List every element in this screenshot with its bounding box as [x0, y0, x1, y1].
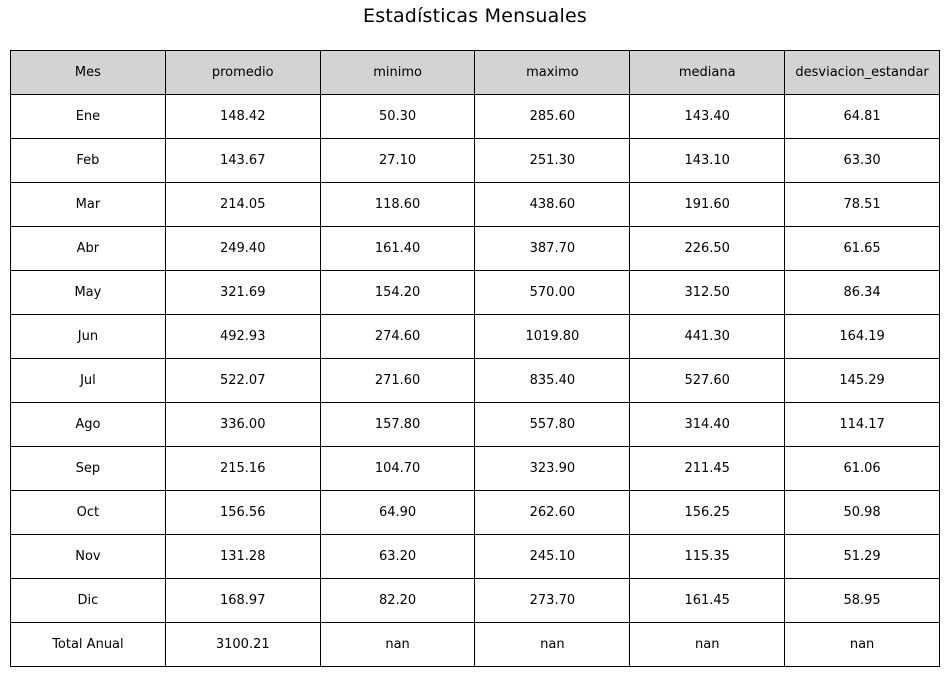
column-header: minimo: [320, 51, 475, 95]
table-cell: 522.07: [165, 359, 320, 403]
table-cell: 51.29: [785, 535, 940, 579]
table-row: [11, 139, 940, 183]
table-cell: 215.16: [165, 447, 320, 491]
header-row: [11, 51, 940, 95]
table-cell: 262.60: [475, 491, 630, 535]
table-row: [11, 579, 940, 623]
row-label-cell: Ene: [11, 95, 166, 139]
table-cell: 63.20: [320, 535, 475, 579]
table-cell: 82.20: [320, 579, 475, 623]
table-cell: 78.51: [785, 183, 940, 227]
table-row: [11, 447, 940, 491]
table-cell: nan: [630, 623, 785, 667]
table-cell: 321.69: [165, 271, 320, 315]
table-cell: 50.30: [320, 95, 475, 139]
row-label-cell: May: [11, 271, 166, 315]
table-cell: 251.30: [475, 139, 630, 183]
table-cell: 387.70: [475, 227, 630, 271]
table-cell: 118.60: [320, 183, 475, 227]
table-cell: 273.70: [475, 579, 630, 623]
row-label-cell: Abr: [11, 227, 166, 271]
table-cell: 164.19: [785, 315, 940, 359]
table-cell: 61.65: [785, 227, 940, 271]
chart-title: Estadísticas Mensuales: [363, 5, 587, 27]
table-row: [11, 359, 940, 403]
table-cell: 156.25: [630, 491, 785, 535]
table-cell: 148.42: [165, 95, 320, 139]
table-row: [11, 271, 940, 315]
table-cell: nan: [785, 623, 940, 667]
table-row: [11, 183, 940, 227]
table-cell: 191.60: [630, 183, 785, 227]
table-cell: 156.56: [165, 491, 320, 535]
table-row: [11, 491, 940, 535]
table-cell: 312.50: [630, 271, 785, 315]
table-cell: 64.81: [785, 95, 940, 139]
column-header: desviacion_estandar: [785, 51, 940, 95]
row-label-cell: Mar: [11, 183, 166, 227]
table-cell: 63.30: [785, 139, 940, 183]
table-cell: 115.35: [630, 535, 785, 579]
table-cell: 161.45: [630, 579, 785, 623]
table-cell: 3100.21: [165, 623, 320, 667]
table-cell: 835.40: [475, 359, 630, 403]
table-cell: 58.95: [785, 579, 940, 623]
table-cell: nan: [320, 623, 475, 667]
table-cell: 438.60: [475, 183, 630, 227]
table-cell: 50.98: [785, 491, 940, 535]
table-cell: 114.17: [785, 403, 940, 447]
row-label-cell: Feb: [11, 139, 166, 183]
row-label-cell: Total Anual: [11, 623, 166, 667]
table-cell: nan: [475, 623, 630, 667]
table-row: [11, 227, 940, 271]
row-label-cell: Oct: [11, 491, 166, 535]
table-cell: 314.40: [630, 403, 785, 447]
table-row: [11, 623, 940, 667]
table-cell: 61.06: [785, 447, 940, 491]
table-row: [11, 95, 940, 139]
table-cell: 143.40: [630, 95, 785, 139]
table-cell: 492.93: [165, 315, 320, 359]
table-row: [11, 315, 940, 359]
row-label-cell: Jul: [11, 359, 166, 403]
table-cell: 168.97: [165, 579, 320, 623]
table-cell: 1019.80: [475, 315, 630, 359]
table-cell: 161.40: [320, 227, 475, 271]
table-cell: 274.60: [320, 315, 475, 359]
row-label-cell: Dic: [11, 579, 166, 623]
table-cell: 336.00: [165, 403, 320, 447]
column-header: Mes: [11, 51, 166, 95]
table-cell: 285.60: [475, 95, 630, 139]
table-cell: 157.80: [320, 403, 475, 447]
table-cell: 143.67: [165, 139, 320, 183]
table-row: [11, 535, 940, 579]
table-cell: 131.28: [165, 535, 320, 579]
table-cell: 27.10: [320, 139, 475, 183]
table-cell: 570.00: [475, 271, 630, 315]
table-row: [11, 403, 940, 447]
row-label-cell: Jun: [11, 315, 166, 359]
table-cell: 64.90: [320, 491, 475, 535]
table-body: [11, 95, 940, 667]
column-header: maximo: [475, 51, 630, 95]
stats-table: [10, 50, 940, 667]
row-label-cell: Nov: [11, 535, 166, 579]
table-cell: 441.30: [630, 315, 785, 359]
table-cell: 104.70: [320, 447, 475, 491]
table-cell: 271.60: [320, 359, 475, 403]
row-label-cell: Ago: [11, 403, 166, 447]
table-cell: 211.45: [630, 447, 785, 491]
table-cell: 214.05: [165, 183, 320, 227]
table-cell: 557.80: [475, 403, 630, 447]
table-cell: 527.60: [630, 359, 785, 403]
table-cell: 154.20: [320, 271, 475, 315]
table-cell: 245.10: [475, 535, 630, 579]
table-cell: 143.10: [630, 139, 785, 183]
table-cell: 226.50: [630, 227, 785, 271]
table-cell: 86.34: [785, 271, 940, 315]
row-label-cell: Sep: [11, 447, 166, 491]
column-header: promedio: [165, 51, 320, 95]
table-cell: 145.29: [785, 359, 940, 403]
table-cell: 249.40: [165, 227, 320, 271]
table-cell: 323.90: [475, 447, 630, 491]
table-header: [11, 51, 940, 95]
column-header: mediana: [630, 51, 785, 95]
